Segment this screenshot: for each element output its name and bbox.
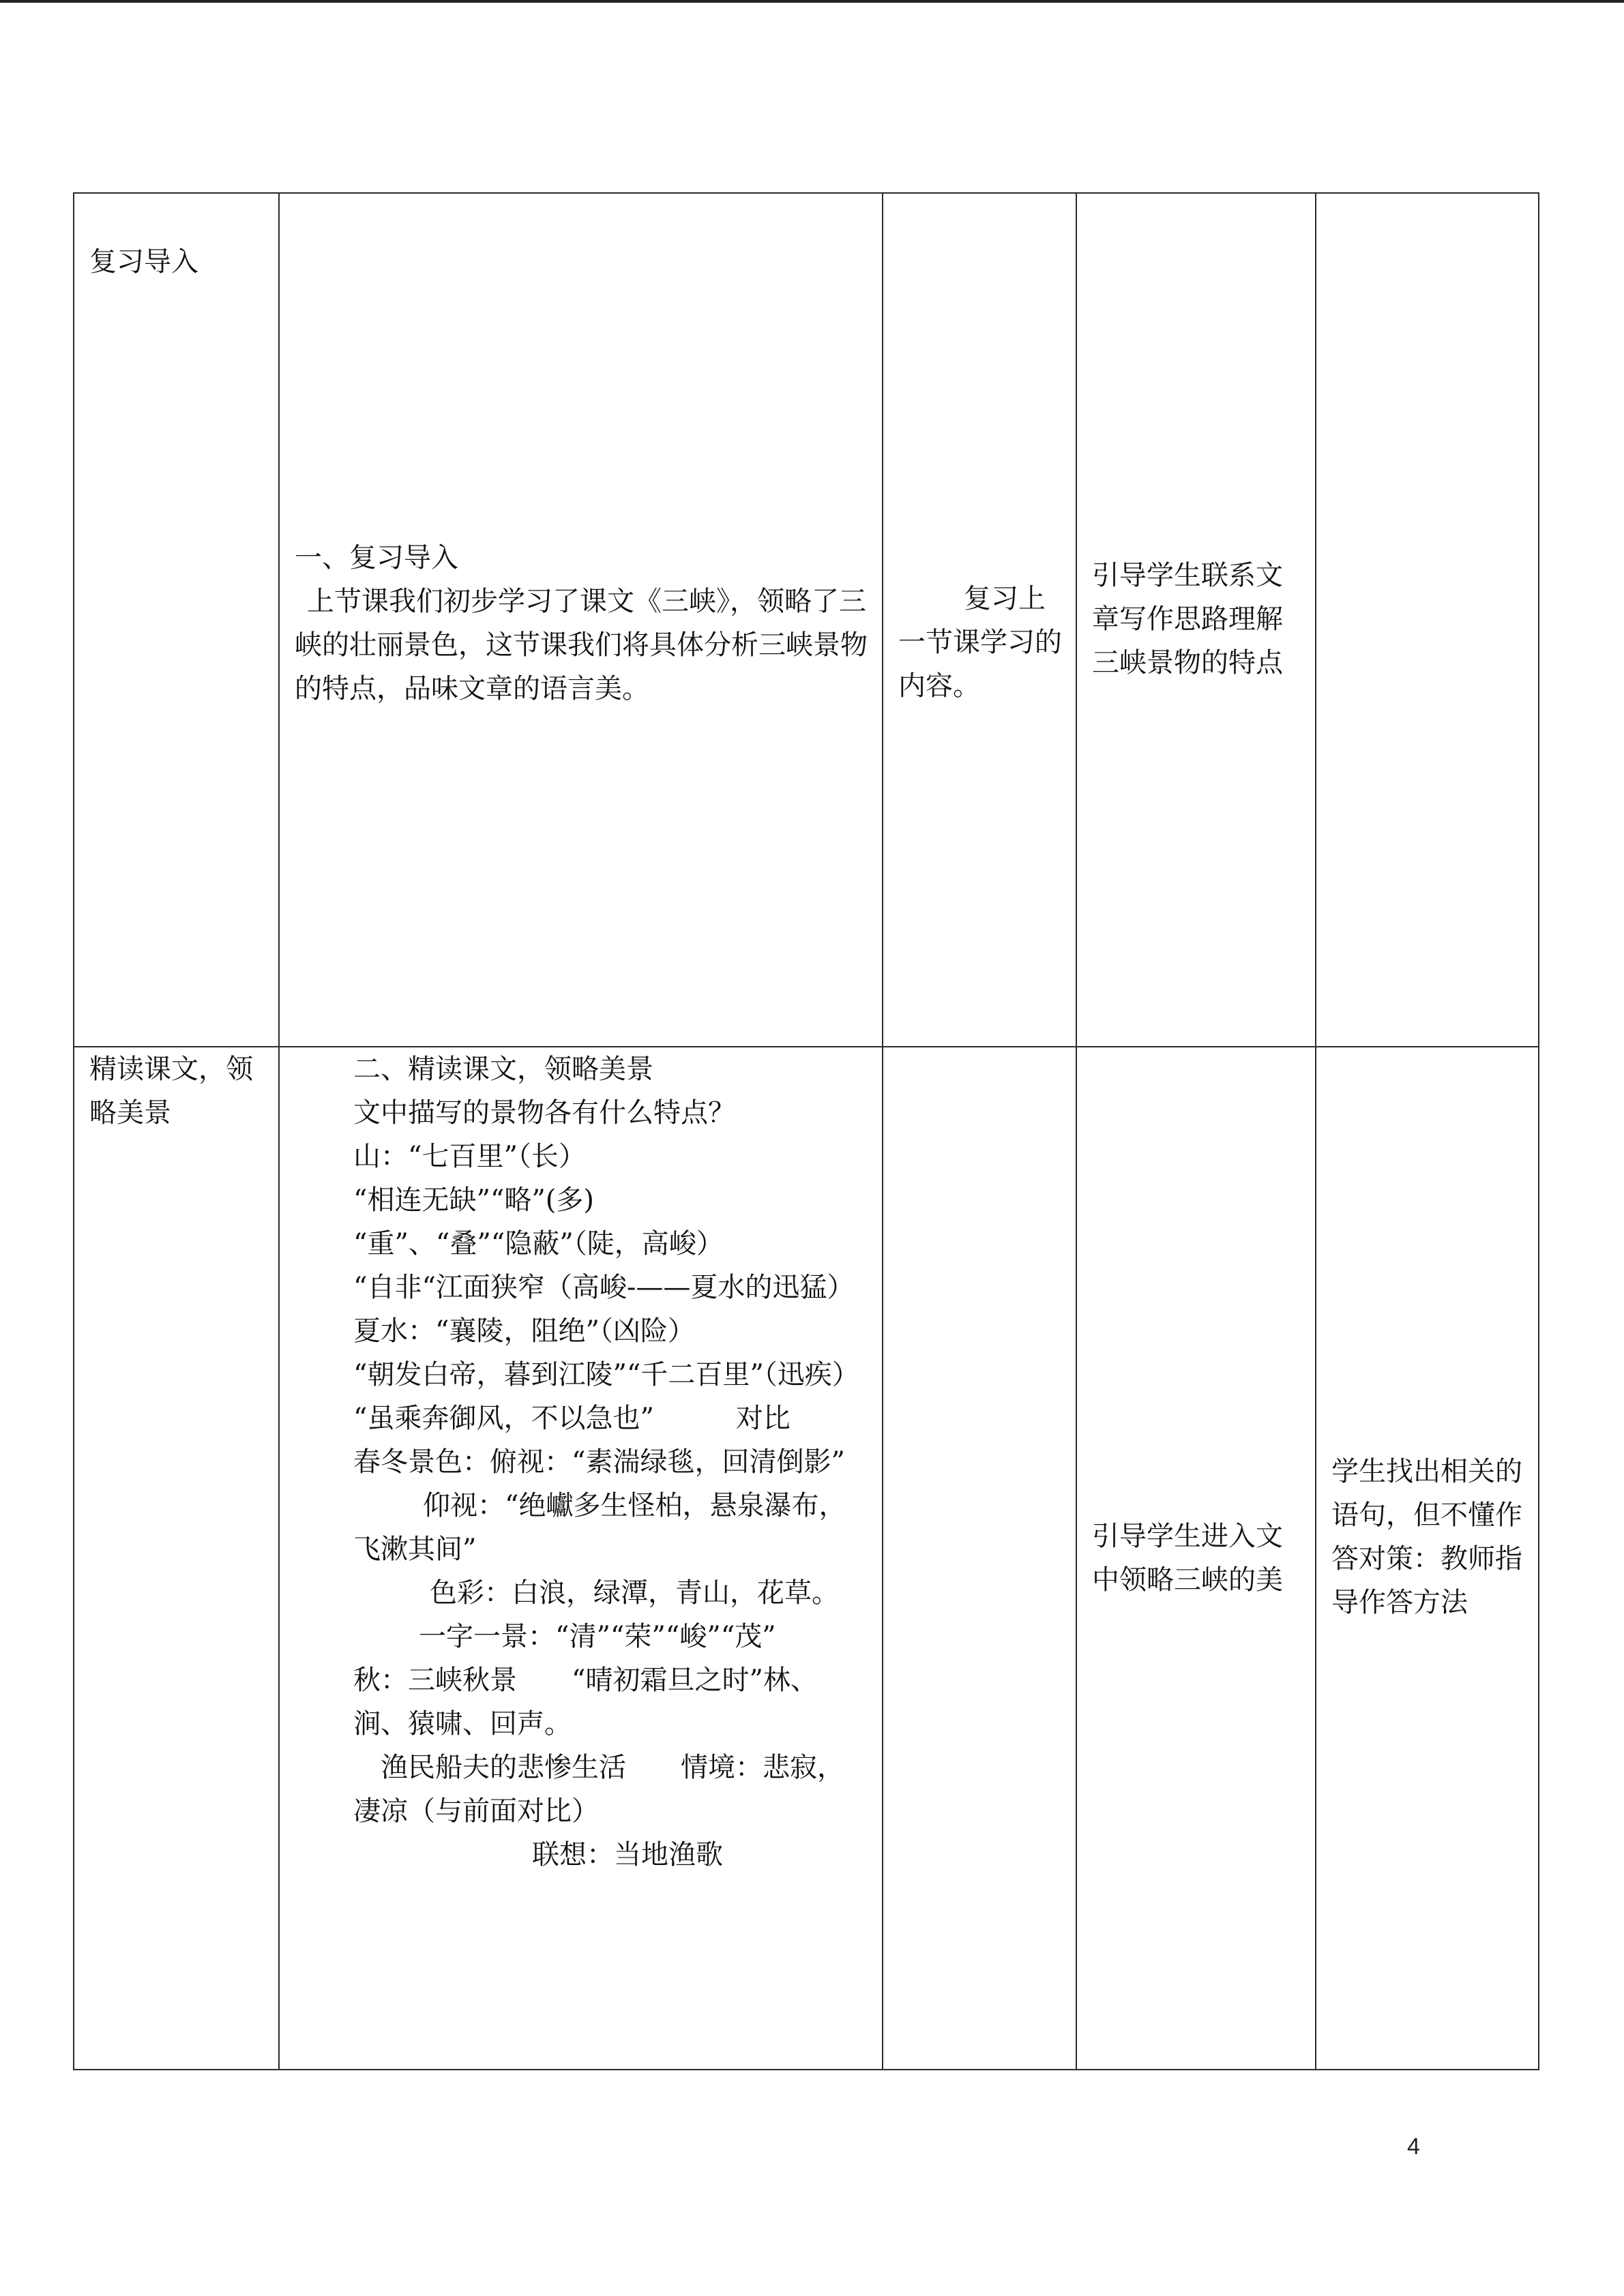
content-cell <box>279 1047 883 2070</box>
content-line: “朝发白帝，暮到江陵”“千二百里”（迅疾） <box>353 1359 859 1390</box>
content-line: “相连无缺”“略”(多) <box>353 1184 595 1216</box>
content-heading: 一、复习导入 <box>295 542 458 573</box>
content-cell <box>279 193 883 1047</box>
content-line: 联想：当地渔歌 <box>532 1839 723 1870</box>
content-line: 文中描写的景物各有什么特点？ <box>353 1097 735 1129</box>
content-line: “重”、“叠”“隐蔽”（陡，高峻） <box>353 1228 724 1259</box>
student-activity-text: 复习上一节课学习的内容。 <box>898 583 1062 702</box>
content-line: 色彩：白浪，绿潭，青山，花草。 <box>430 1577 839 1609</box>
design-intent-text: 引导学生联系文章写作思路理解三峡景物的特点 <box>1092 560 1283 679</box>
content-line: 渔民船夫的悲惨生活 情境：悲寂，凄凉（与前面对比） <box>353 1752 844 1827</box>
content-paragraph: 上节课我们初步学习了课文《三峡》，领略了三峡的壮丽景色，这节课我们将具体分析三峡景物的特点，品味文章的语言美。 <box>295 586 868 704</box>
page-top-edge <box>0 0 1624 3</box>
content-line: 一字一景：“清”“荣”“峻”“茂” <box>419 1621 776 1652</box>
content-line: 春冬景色：俯视：“素湍绿毯，回清倒影” <box>353 1446 845 1478</box>
notes-cell <box>1316 1047 1539 2070</box>
table-row <box>74 193 1539 1047</box>
design-intent-text: 引导学生进入文中领略三峡的美 <box>1092 1521 1283 1596</box>
section-label: 复习导入 <box>89 246 198 278</box>
student-activity-cell <box>883 193 1076 1047</box>
content-line: 山：“七百里”（长） <box>353 1141 586 1172</box>
table-row <box>74 1047 1539 2070</box>
notes-text <box>1316 194 1538 1046</box>
content-line: 夏水：“襄陵，阻绝”（凶险） <box>353 1315 695 1347</box>
design-intent-cell <box>1076 1047 1316 2070</box>
section-label-cell <box>74 193 279 1047</box>
notes-text: 学生找出相关的语句，但不懂作答对策：教师指导作答方法 <box>1331 1456 1522 1618</box>
notes-cell <box>1316 193 1539 1047</box>
content-line: 仰视：“绝巘多生怪柏，悬泉瀑布，飞漱其间” <box>353 1490 846 1565</box>
design-intent-cell <box>1076 193 1316 1047</box>
lesson-plan-table <box>73 192 1539 2070</box>
content-line: “虽乘奔御风，不以急也” 对比 <box>353 1403 791 1434</box>
student-activity-cell <box>883 1047 1076 2070</box>
page-number: 4 <box>1407 2134 1420 2160</box>
content-line: 秋：三峡秋景 “晴初霜旦之时”林、涧、猿啸、回声。 <box>353 1665 818 1740</box>
student-activity-text <box>883 1047 1076 2069</box>
section-label: 精读课文，领略美景 <box>89 1054 253 1129</box>
section-label-cell <box>74 1047 279 2070</box>
content-line: “自非“江面狭窄（高峻-——夏水的迅猛） <box>353 1272 855 1303</box>
content-line: 二、精读课文，领略美景 <box>353 1054 653 1085</box>
